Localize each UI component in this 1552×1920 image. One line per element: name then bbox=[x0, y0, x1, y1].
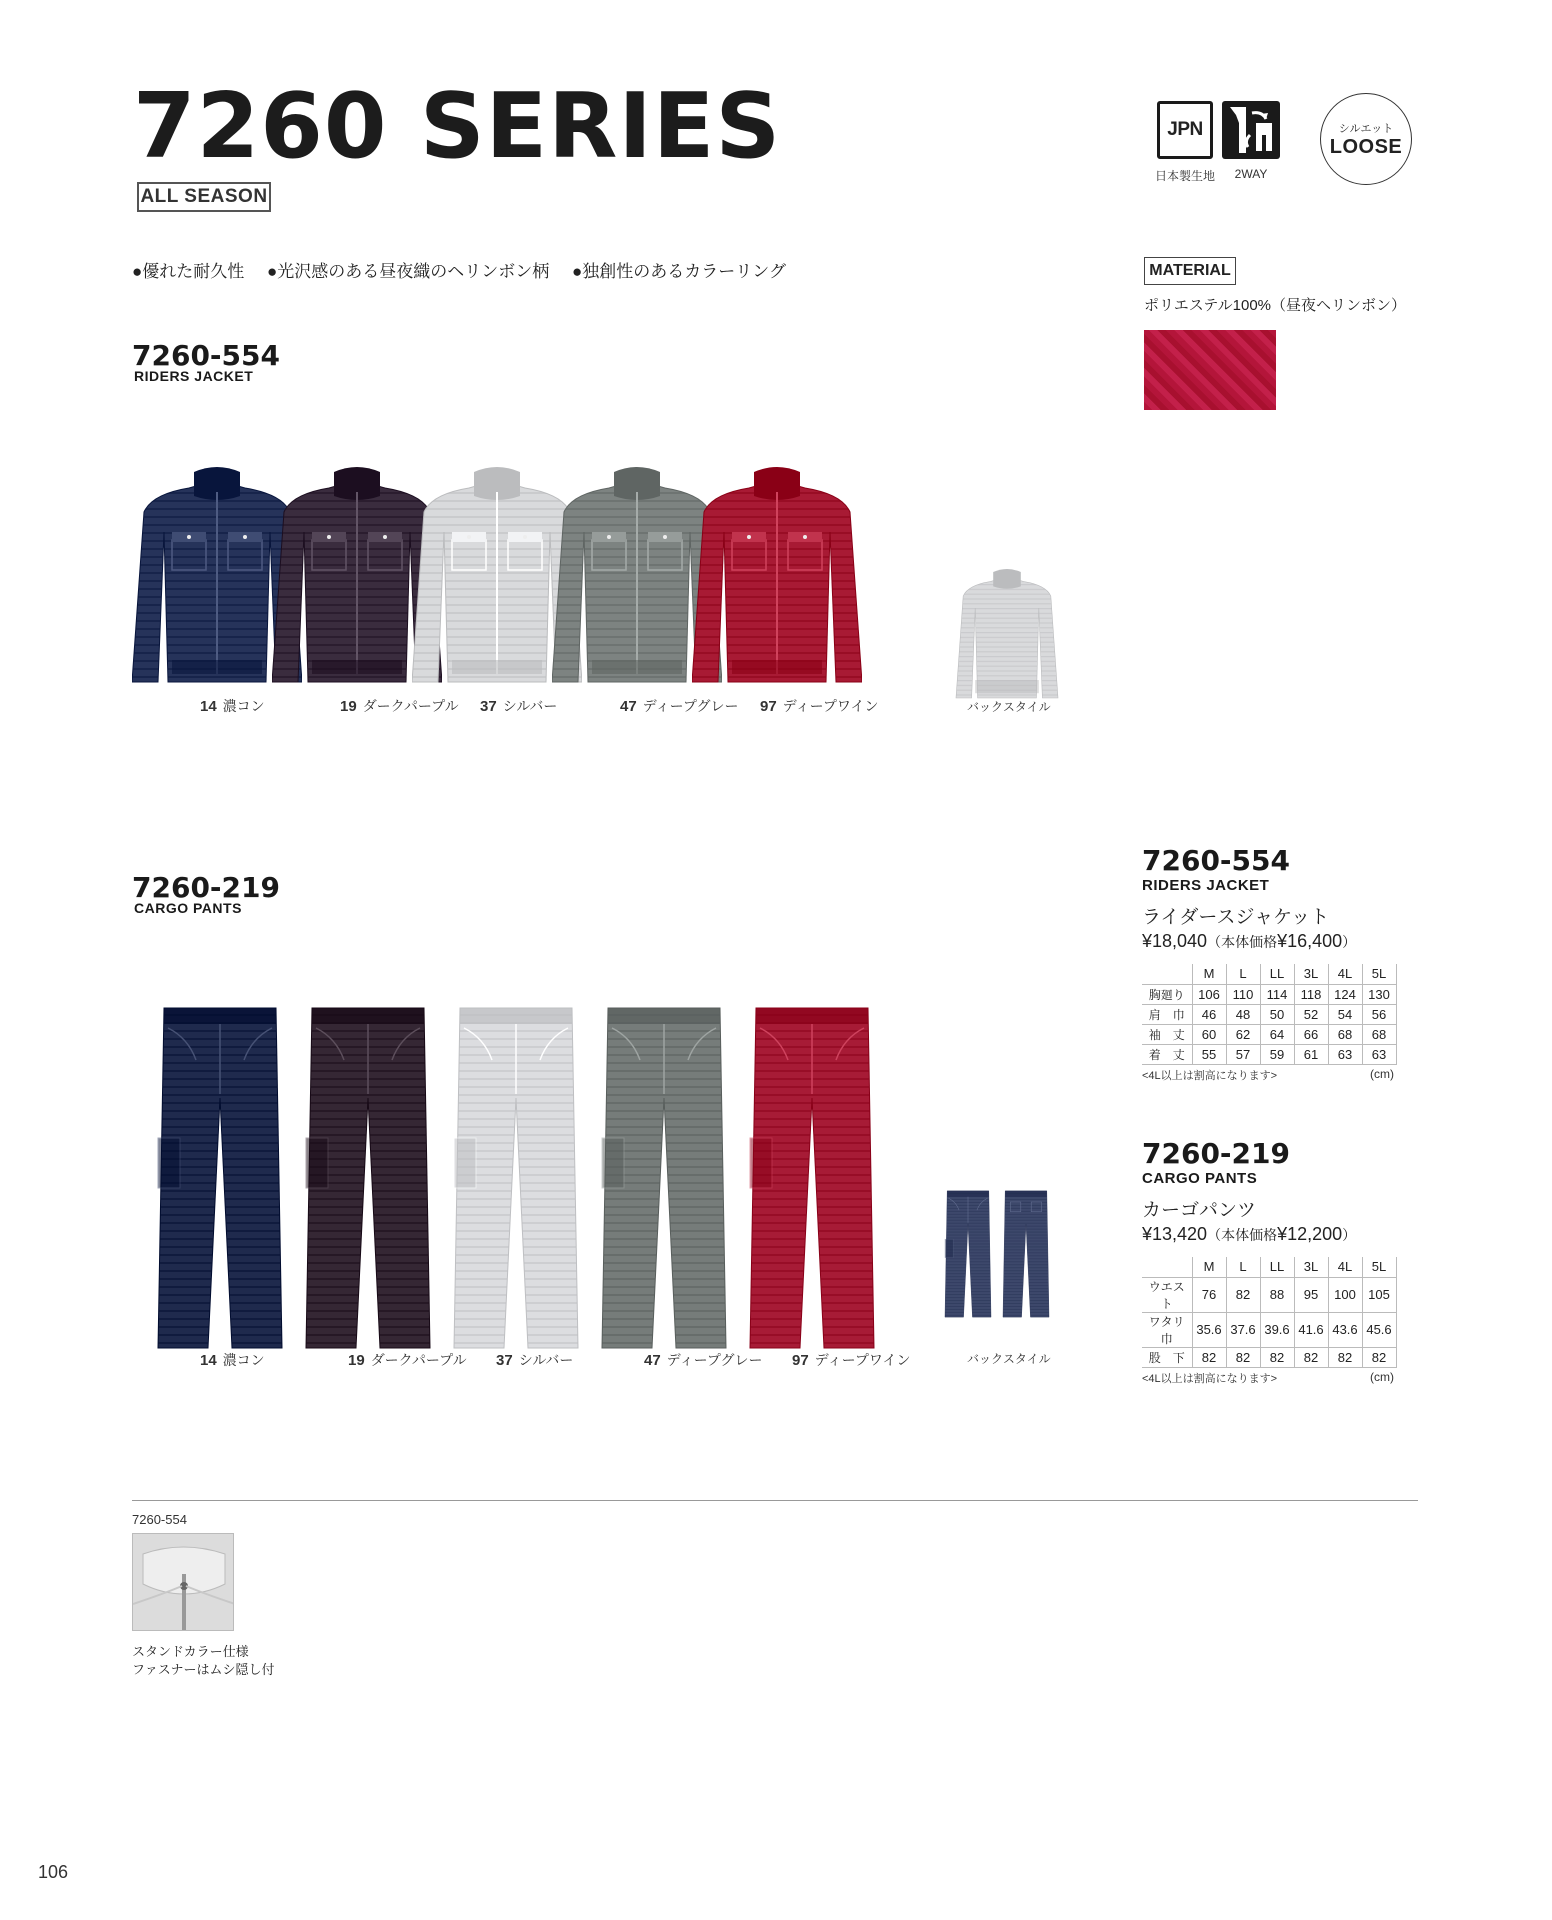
table-cell: 46 bbox=[1192, 1004, 1226, 1024]
table-cell: 100 bbox=[1328, 1277, 1362, 1312]
table-cell: 52 bbox=[1294, 1004, 1328, 1024]
jacket-color-caption bbox=[200, 696, 265, 716]
table-cell: 60 bbox=[1192, 1024, 1226, 1044]
jpn-caption: 日本製生地 bbox=[1154, 169, 1215, 183]
table-cell: 62 bbox=[1226, 1024, 1260, 1044]
color-number: 47 bbox=[644, 1352, 661, 1369]
table-cell: 56 bbox=[1362, 1004, 1396, 1024]
table-cell: 118 bbox=[1294, 984, 1328, 1004]
material-text: ポリエステル100%（昼夜ヘリンボン） bbox=[1144, 297, 1407, 314]
price-base: ¥12,200 bbox=[1277, 1224, 1343, 1244]
table-cell: 82 bbox=[1362, 1347, 1396, 1367]
table-cell: 37.6 bbox=[1226, 1312, 1260, 1347]
color-number: 19 bbox=[340, 698, 357, 715]
spec-pants-price bbox=[1142, 1224, 1432, 1245]
size-header: L bbox=[1226, 964, 1260, 984]
pants-spec bbox=[1142, 1137, 1432, 1386]
color-name: シルバー bbox=[518, 1352, 574, 1368]
table-row bbox=[1142, 1312, 1396, 1347]
page-number: 106 bbox=[38, 1862, 69, 1882]
fabric-swatch bbox=[1144, 330, 1276, 410]
color-name: ダークパープル bbox=[370, 1352, 467, 1368]
table-cell: 43.6 bbox=[1328, 1312, 1362, 1347]
table-cell: 110 bbox=[1226, 984, 1260, 1004]
size-header: LL bbox=[1260, 1257, 1294, 1277]
jacket-code: 7260-554 bbox=[132, 339, 280, 372]
silhouette-value: LOOSE bbox=[1329, 136, 1403, 158]
jacket-back-photo bbox=[950, 560, 1064, 715]
feature-item: ●独創性のあるカラーリング bbox=[572, 262, 786, 281]
color-number: 14 bbox=[200, 698, 217, 715]
feature-item: ●光沢感のある昼夜織のヘリンボン柄 bbox=[267, 262, 550, 281]
jacket-name: RIDERS JACKET bbox=[134, 368, 254, 384]
pants-photo-47 bbox=[594, 998, 734, 1363]
table-row bbox=[1142, 1024, 1396, 1044]
table-corner bbox=[1142, 1257, 1192, 1277]
price-base: ¥16,400 bbox=[1277, 931, 1343, 951]
material-badge: MATERIAL bbox=[1144, 257, 1236, 285]
size-note: <4L以上は割高になります> bbox=[1142, 1069, 1278, 1082]
table-cell: 106 bbox=[1192, 984, 1226, 1004]
color-number: 37 bbox=[480, 698, 497, 715]
size-header: L bbox=[1226, 1257, 1260, 1277]
jacket-color-caption bbox=[760, 696, 878, 716]
spec-jacket-code: 7260-554 bbox=[1142, 844, 1290, 877]
table-cell: 59 bbox=[1260, 1044, 1294, 1064]
twoway-icon bbox=[1222, 101, 1280, 159]
table-cell: 64 bbox=[1260, 1024, 1294, 1044]
row-label: 肩 巾 bbox=[1142, 1004, 1192, 1024]
color-name: 濃コン bbox=[222, 1352, 265, 1368]
season-badge: ALL SEASON bbox=[137, 182, 271, 212]
color-number: 97 bbox=[760, 698, 777, 715]
table-row bbox=[1142, 984, 1396, 1004]
jpn-badge bbox=[1157, 101, 1213, 159]
size-header: 3L bbox=[1294, 1257, 1328, 1277]
row-label: 胸廻り bbox=[1142, 984, 1192, 1004]
size-unit: (cm) bbox=[1370, 1369, 1394, 1384]
row-label: ウエスト bbox=[1142, 1277, 1192, 1312]
row-label: 股 下 bbox=[1142, 1347, 1192, 1367]
table-cell: 105 bbox=[1362, 1277, 1396, 1312]
price-close: ） bbox=[1342, 934, 1357, 950]
silhouette-badge bbox=[1320, 93, 1412, 185]
size-header: 4L bbox=[1328, 1257, 1362, 1277]
pants-color-caption bbox=[792, 1350, 910, 1370]
pants-color-caption bbox=[496, 1350, 573, 1370]
detail-code: 7260-554 bbox=[132, 1512, 187, 1527]
spec-pants-jp-name: カーゴパンツ bbox=[1142, 1200, 1257, 1221]
color-number: 19 bbox=[348, 1352, 365, 1369]
price: ¥13,420 bbox=[1142, 1224, 1208, 1244]
table-cell: 63 bbox=[1328, 1044, 1362, 1064]
table-cell: 54 bbox=[1328, 1004, 1362, 1024]
table-cell: 68 bbox=[1328, 1024, 1362, 1044]
table-cell: 61 bbox=[1294, 1044, 1328, 1064]
table-cell: 57 bbox=[1226, 1044, 1260, 1064]
color-name: ディープグレー bbox=[666, 1352, 763, 1368]
table-cell: 124 bbox=[1328, 984, 1362, 1004]
size-note: <4L以上は割高になります> bbox=[1142, 1372, 1278, 1385]
size-header: M bbox=[1192, 1257, 1226, 1277]
price-base-label: （本体価格 bbox=[1207, 1227, 1278, 1243]
price-base-label: （本体価格 bbox=[1207, 934, 1278, 950]
pants-code: 7260-219 bbox=[132, 871, 280, 904]
color-number: 37 bbox=[496, 1352, 513, 1369]
feature-list bbox=[132, 257, 804, 282]
silhouette-label: シルエット bbox=[1338, 123, 1394, 135]
table-cell: 82 bbox=[1328, 1347, 1362, 1367]
jpn-icon: JPN bbox=[1167, 119, 1203, 140]
table-cell: 41.6 bbox=[1294, 1312, 1328, 1347]
spec-jacket-price bbox=[1142, 931, 1432, 952]
jacket-spec bbox=[1142, 844, 1432, 1083]
series-title: 7260 SERIES bbox=[133, 74, 782, 179]
size-header: M bbox=[1192, 964, 1226, 984]
spec-jacket-name: RIDERS JACKET bbox=[1142, 877, 1270, 894]
jacket-photo-97 bbox=[692, 452, 862, 707]
feature-item: ●優れた耐久性 bbox=[132, 262, 245, 281]
size-header: 5L bbox=[1362, 1257, 1396, 1277]
table-cell: 50 bbox=[1260, 1004, 1294, 1024]
table-cell: 114 bbox=[1260, 984, 1294, 1004]
section-divider bbox=[132, 1500, 1418, 1501]
color-number: 97 bbox=[792, 1352, 809, 1369]
table-cell: 48 bbox=[1226, 1004, 1260, 1024]
table-cell: 63 bbox=[1362, 1044, 1396, 1064]
table-cell: 45.6 bbox=[1362, 1312, 1396, 1347]
jacket-color-caption bbox=[480, 696, 557, 716]
size-header: 3L bbox=[1294, 964, 1328, 984]
pants-back-caption: バックスタイル bbox=[967, 1352, 1051, 1366]
row-label: ワタリ巾 bbox=[1142, 1312, 1192, 1347]
table-row bbox=[1142, 1004, 1396, 1024]
table-cell: 66 bbox=[1294, 1024, 1328, 1044]
table-cell: 55 bbox=[1192, 1044, 1226, 1064]
pants-name: CARGO PANTS bbox=[134, 900, 242, 916]
price: ¥18,040 bbox=[1142, 931, 1208, 951]
table-row bbox=[1142, 1277, 1396, 1312]
table-cell: 82 bbox=[1192, 1347, 1226, 1367]
table-cell: 82 bbox=[1294, 1347, 1328, 1367]
color-number: 14 bbox=[200, 1352, 217, 1369]
size-table bbox=[1142, 1257, 1397, 1368]
table-cell: 82 bbox=[1260, 1347, 1294, 1367]
pants-color-caption bbox=[200, 1350, 265, 1370]
table-cell: 76 bbox=[1192, 1277, 1226, 1312]
color-name: 濃コン bbox=[222, 698, 265, 714]
spec-pants-name: CARGO PANTS bbox=[1142, 1170, 1258, 1187]
size-header: 5L bbox=[1362, 964, 1396, 984]
pants-back-photo bbox=[942, 1170, 1052, 1338]
size-table bbox=[1142, 964, 1397, 1065]
color-number: 47 bbox=[620, 698, 637, 715]
pants-photo-37 bbox=[446, 998, 586, 1363]
table-cell: 130 bbox=[1362, 984, 1396, 1004]
color-name: ダークパープル bbox=[362, 698, 459, 714]
table-cell: 88 bbox=[1260, 1277, 1294, 1312]
size-header: LL bbox=[1260, 964, 1294, 984]
color-name: シルバー bbox=[502, 698, 558, 714]
row-label: 袖 丈 bbox=[1142, 1024, 1192, 1044]
size-header: 4L bbox=[1328, 964, 1362, 984]
price-close: ） bbox=[1342, 1227, 1357, 1243]
table-cell: 82 bbox=[1226, 1347, 1260, 1367]
row-label: 着 丈 bbox=[1142, 1044, 1192, 1064]
table-row bbox=[1142, 1347, 1396, 1367]
spec-jacket-jp-name: ライダースジャケット bbox=[1142, 907, 1330, 928]
table-corner bbox=[1142, 964, 1192, 984]
pants-photo-19 bbox=[298, 998, 438, 1363]
table-row bbox=[1142, 1044, 1396, 1064]
table-cell: 35.6 bbox=[1192, 1312, 1226, 1347]
table-cell: 39.6 bbox=[1260, 1312, 1294, 1347]
color-name: ディープグレー bbox=[642, 698, 739, 714]
table-cell: 95 bbox=[1294, 1277, 1328, 1312]
detail-line: スタンドカラー仕様 bbox=[132, 1644, 249, 1659]
spec-pants-code: 7260-219 bbox=[1142, 1137, 1290, 1170]
pants-photo-14 bbox=[150, 998, 290, 1363]
jacket-back-caption: バックスタイル bbox=[967, 700, 1051, 714]
detail-description bbox=[132, 1643, 274, 1679]
size-unit: (cm) bbox=[1370, 1066, 1394, 1081]
color-name: ディープワイン bbox=[814, 1352, 911, 1368]
table-cell: 68 bbox=[1362, 1024, 1396, 1044]
detail-line: ファスナーはムシ隠し付 bbox=[132, 1662, 275, 1677]
table-cell: 82 bbox=[1226, 1277, 1260, 1312]
color-name: ディープワイン bbox=[782, 698, 879, 714]
pants-photo-97 bbox=[742, 998, 882, 1363]
twoway-caption: 2WAY bbox=[1234, 167, 1268, 181]
collar-detail-photo bbox=[132, 1533, 234, 1631]
